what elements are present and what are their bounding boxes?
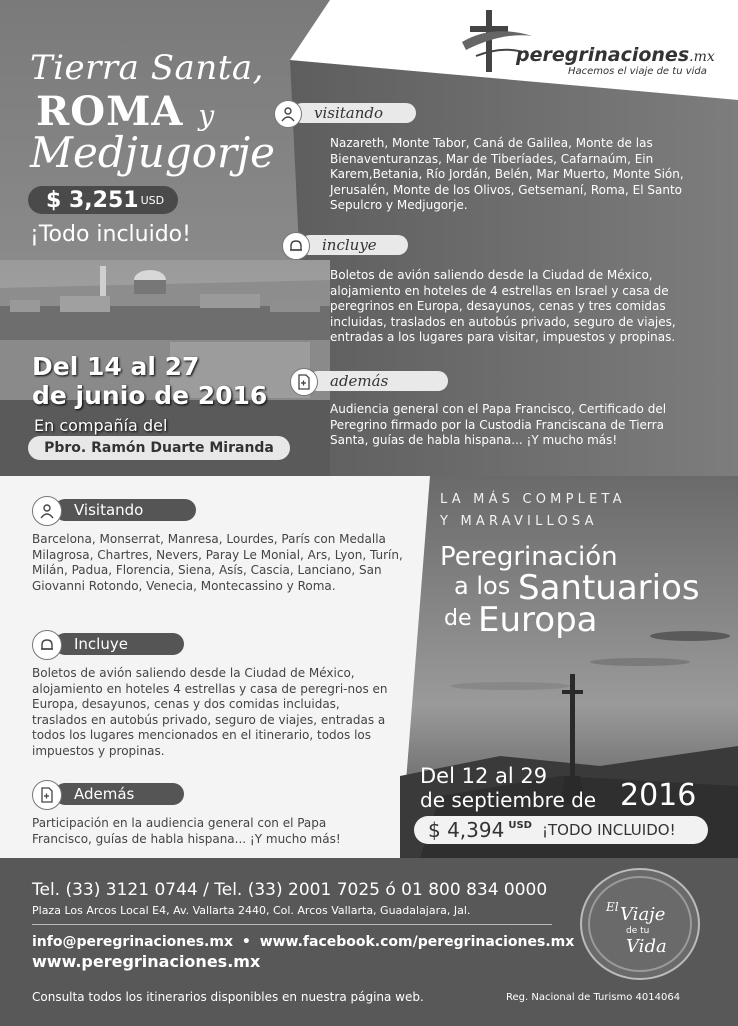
seal-line1: Viaje (620, 904, 666, 925)
email-link[interactable]: info@peregrinaciones.mx (32, 934, 233, 950)
price-amount: $ 3,251 (46, 187, 139, 213)
title-medjugorje: Medjugorje (30, 128, 275, 177)
europa-section (0, 476, 738, 858)
title-peregrinacion: Peregrinación (440, 542, 618, 572)
visitando-text: Nazareth, Monte Tabor, Caná de Galilea, Monte de las Bienaventuranzas, Mar de Tiberíades, Cafarnaúm, Ein Karem,Betania, Río Jordán, Belén, Mar Muerto, Monte Sión, Jerusalén, Monte de los Olivos, Getsemaní, Roma, El Santo Sepulcro y Medjugorje. (330, 136, 684, 213)
price-currency: USD (140, 193, 165, 207)
consulta-note: Consulta todos los itinerarios disponibles en nuestra página web. (32, 990, 424, 1004)
travel-dates (32, 352, 267, 410)
dates-line2: de junio de 2016 (32, 381, 268, 410)
title-santuarios: Santuarios (518, 568, 700, 608)
seal-badge (580, 868, 700, 980)
seal-line2: de tu (626, 926, 650, 936)
phones: Tel. (33) 3121 0744 / Tel. (33) 2001 7025 ó 01 800 834 0000 (32, 880, 548, 900)
visitando-label: visitando (292, 103, 416, 123)
b-dates-year: 2016 (620, 778, 697, 813)
address: Plaza Los Arcos Local E4, Av. Vallarta 2440, Col. Arcos Vallarta, Guadalajara, Jal. (32, 904, 471, 917)
contact-links (32, 934, 574, 950)
incluye-label: incluye (300, 235, 408, 255)
price-badge (28, 186, 178, 214)
b-price-badge (414, 816, 708, 844)
logo-tagline: Hacemos el viaje de tu vida (568, 66, 707, 77)
ademas-label: además (308, 371, 448, 391)
title-a-los: a los (454, 572, 511, 600)
b-ademas-text: Participación en la audiencia general con el Papa Francisco, guías de habla hispana... ¡Y mucho más! (32, 816, 341, 846)
title-de: de (444, 606, 472, 631)
seal-line3: Vida (626, 936, 667, 957)
b-visitando-text: Barcelona, Monserrat, Manresa, Lourdes, París con Medalla Milagrosa, Chartres, Nevers, Paray Le Monial, Ars, Lyon, Turín, Milán, Padua, Florencia, Siena, Asís, Cascia, Lanciano, San Giovanni Rotondo, Venecia, Montecassino y Roma. (32, 532, 403, 593)
document-plus-icon (32, 780, 62, 810)
b-dates-line2: de septiembre de (420, 788, 597, 812)
person-icon (274, 100, 302, 128)
footer-divider (32, 924, 552, 925)
bell-icon (282, 232, 310, 260)
title-roma-word: ROMA (36, 88, 184, 135)
b-ademas-label: Además (54, 783, 184, 805)
b-visitando-label: Visitando (54, 499, 196, 521)
facebook-link[interactable]: www.facebook.com/peregrinaciones.mx (259, 934, 575, 950)
b-incluye-text: Boletos de avión saliendo desde la Ciudad de México, alojamiento en hoteles 4 estrellas y casa de peregri-nos en Europa, desayunos, cenas y dos comidas incluidas, traslados en autobús privado, seguro de viajes, entradas a todos los lugares mencionados en el itinerario, todos los impuestos y propinas. (32, 666, 388, 758)
bell-icon (32, 630, 62, 660)
incluye-text: Boletos de avión saliendo desde la Ciudad de México, alojamiento en hoteles de 4 estrellas en Israel y casa de peregrinos en Europa, desayunos, cenas y tres comidas incluidas, traslados en autobús privado, seguro de viajes, entradas a los lugares para visitar, impuestos y propinas. (330, 268, 676, 345)
b-dates-line1: Del 12 al 29 (420, 764, 548, 788)
logo-name (516, 44, 715, 66)
title-tierra-santa: Tierra Santa, (30, 48, 264, 88)
b-incluye-label: Incluye (54, 633, 184, 655)
document-plus-icon (290, 368, 318, 396)
todo-incluido: ¡Todo incluido! (30, 222, 191, 247)
logo-name-main: peregrinaciones (516, 44, 690, 66)
tierra-santa-section (0, 0, 738, 476)
b-price-amount: $ 4,394 (428, 818, 505, 842)
person-icon (32, 496, 62, 526)
priest-name: Pbro. Ramón Duarte Miranda (28, 436, 290, 460)
b-price-currency: USD (508, 819, 532, 831)
seal-prefix: El (606, 900, 619, 914)
company-label: En compañía del (34, 416, 168, 435)
title-europa: Europa (478, 600, 598, 640)
ademas-text: Audiencia general con el Papa Francisco, Certificado del Peregrino firmado por la Custodia Franciscana de Tierra Santa, guías de habla hispana... ¡Y mucho más! (330, 402, 667, 448)
tagline-line2: Y MARAVILLOSA (440, 514, 598, 529)
title-roma-y: y (198, 99, 216, 132)
logo-domain: .mx (689, 49, 715, 65)
registro-turismo: Reg. Nacional de Turismo 4014064 (506, 992, 681, 1003)
tagline-line1: LA MÁS COMPLETA (440, 492, 626, 507)
b-todo-incluido: ¡TODO INCLUIDO! (541, 821, 676, 839)
website-link[interactable]: www.peregrinaciones.mx (32, 952, 261, 971)
dates-line1: Del 14 al 27 (32, 352, 200, 381)
link-separator: • (241, 934, 251, 950)
